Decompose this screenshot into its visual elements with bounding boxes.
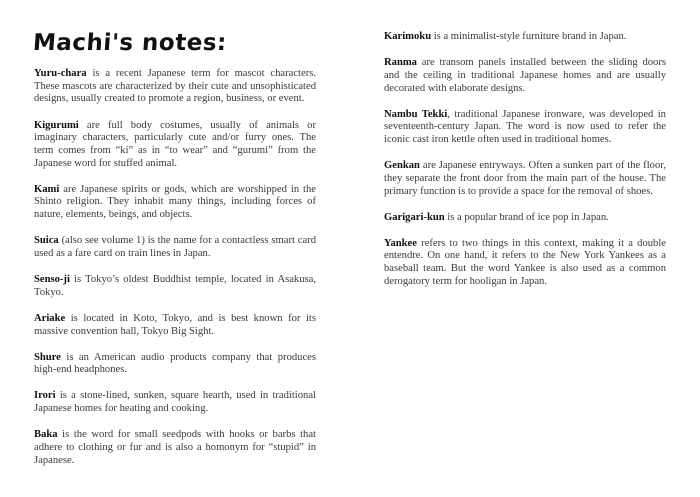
note-suica	[34, 235, 316, 260]
note-term: Nambu Tekki	[384, 108, 448, 120]
note-irori	[34, 390, 316, 415]
note-term: Yuru-chara	[34, 68, 87, 79]
note-baka	[34, 429, 316, 467]
note-term: Kami	[34, 183, 60, 195]
note-text: is located in Koto, Tokyo, and is best known for its massive convention hall, Tokyo Big Sight.	[34, 312, 316, 337]
note-term: Karimoku	[384, 31, 432, 42]
note-garigari-kun	[384, 212, 666, 225]
note-kigurumi	[34, 120, 316, 171]
note-text: is a stone-lined, sunken, square hearth, used in traditional Japanese homes for heating and cooking.	[34, 390, 316, 415]
note-text: are full body costumes, usually of animals or imaginary characters, particularly cute and/or furry ones. The term comes from “ki” as in “to wear” and “gurumi” from the Japanese word for stuffed animal.	[34, 119, 316, 169]
right-column	[384, 31, 666, 302]
note-yankee	[384, 238, 666, 289]
note-nambu-tekki	[384, 109, 666, 147]
note-text: is a minimalist-style furniture brand in Japan.	[431, 31, 627, 42]
note-term: Suica	[34, 235, 59, 247]
note-term: Genkan	[384, 160, 420, 172]
note-term: Ranma	[384, 57, 417, 69]
note-term: Irori	[34, 390, 56, 402]
page-title: Machi's notes:	[32, 30, 228, 56]
note-yuru-chara	[34, 68, 316, 106]
note-text: refers to two things in this context, making it a double entendre. On one hand, it refers to the New York Yankees as a baseball team. But the word Yankee is also used as a common derogatory term for hooligan in Japan.	[384, 237, 666, 287]
note-term: Shure	[34, 351, 61, 363]
note-text: is a popular brand of ice pop in Japan.	[444, 211, 609, 223]
note-text: is Tokyo’s oldest Buddhist temple, located in Asakusa, Tokyo.	[34, 274, 316, 298]
note-ariake	[34, 313, 316, 338]
note-term: Baka	[34, 429, 58, 441]
note-text: are Japanese entryways. Often a sunken part of the floor, they separate the front door from the main part of the house. The primary function is to provide a space for the removal of shoes.	[384, 160, 666, 197]
note-text: is a recent Japanese term for mascot characters. These mascots are characterized by their cute and unsophisticated designs, usually created to promote a region, business, or event.	[34, 68, 316, 105]
note-shure	[34, 352, 316, 377]
note-term: Ariake	[34, 312, 66, 324]
note-term: Senso-ji	[34, 274, 70, 285]
note-karimoku	[384, 31, 666, 44]
left-column	[34, 68, 316, 481]
note-term: Yankee	[384, 237, 417, 249]
note-text: (also see volume 1) is the name for a contactless smart card used as a fare card on train lines in Japan.	[34, 235, 316, 259]
note-text: , traditional Japanese ironware, was developed in seventeenth-century Japan. The word is now used to refer the iconic cast iron kettle often used in traditional homes.	[384, 108, 666, 145]
note-term: Kigurumi	[34, 119, 79, 131]
note-text: is an American audio products company that produces high-end headphones.	[34, 351, 316, 376]
note-text: is the word for small seedpods with hooks or barbs that adhere to clothing or fur and is also a homonym for “stupid” in Japanese.	[34, 429, 316, 466]
note-text: are Japanese spirits or gods, which are worshipped in the Shinto religion. They inhabit many things, including forces of nature, elements, beings, and objects.	[34, 183, 316, 221]
note-term: Garigari-kun	[384, 211, 445, 223]
note-senso-ji	[34, 274, 316, 299]
note-kami	[34, 184, 316, 222]
note-ranma	[384, 57, 666, 95]
note-text: are transom panels installed between the sliding doors and the ceiling in traditional Japanese homes and are usually decorated with elaborate designs.	[384, 57, 666, 94]
note-genkan	[384, 160, 666, 198]
